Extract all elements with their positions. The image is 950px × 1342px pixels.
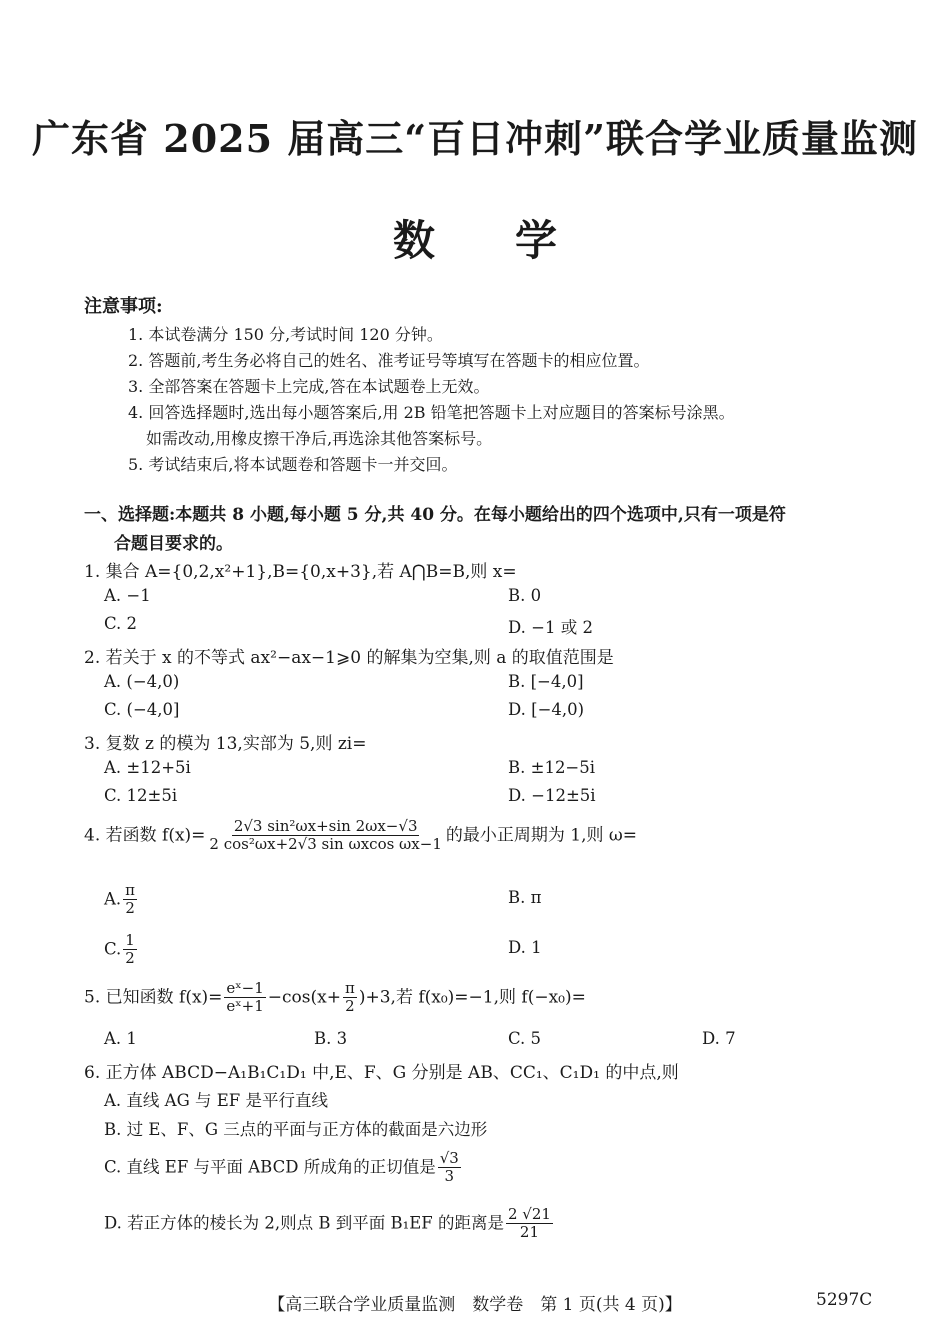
page-footer: 【高三联合学业质量监测 数学卷 第 1 页(共 4 页)】	[268, 1295, 682, 1315]
question-2-stem: 2. 若关于 x 的不等式 ax²−ax−1⩾0 的解集为空集,则 a 的取值范围是	[84, 648, 614, 668]
question-3-stem: 3. 复数 z 的模为 13,实部为 5,则 zi=	[84, 734, 367, 754]
paper-code: 5297C	[816, 1290, 873, 1310]
q4-option-c-label: C.	[104, 939, 122, 959]
q4-option-c-num: 1	[125, 931, 135, 949]
q4-denominator: 2 cos²ωx+2√3 sin ωxcos ωx−1	[209, 835, 442, 854]
q4-option-c-frac	[123, 932, 137, 968]
notice-item: 3. 全部答案在答题卡上完成,答在本试题卷上无效。	[128, 377, 490, 396]
q4-option-a-label: A.	[104, 889, 122, 909]
q4-suffix: 的最小正周期为 1,则 ω=	[445, 825, 638, 846]
q5-option-b: B. 3	[314, 1029, 348, 1048]
exam-title: 广东省 2025 届高三“百日冲刺”联合学业质量监测	[32, 116, 918, 161]
q6-option-c-den: 3	[444, 1167, 455, 1186]
section-heading-cont: 合题目要求的。	[114, 534, 233, 554]
q1-option-a: A. −1	[104, 586, 151, 605]
q1-option-c: C. 2	[104, 614, 138, 633]
q5-pi-fraction	[343, 980, 357, 1016]
q4-option-a-den: 2	[125, 899, 135, 918]
q6-option-c	[104, 1150, 463, 1186]
q6-option-d-num: 2 √21	[507, 1205, 551, 1223]
question-1-stem: 1. 集合 A={0,2,x²+1},B={0,x+3},若 A⋂B=B,则 x=	[84, 562, 517, 582]
q5-pi-num: π	[344, 979, 355, 997]
q1-option-b: B. 0	[508, 586, 542, 605]
q4-numerator: 2√3 sin²ωx+sin 2ωx−√3	[233, 817, 418, 835]
q2-option-b: B. [−4,0]	[508, 672, 584, 691]
q4-fraction	[207, 818, 443, 854]
q4-option-c	[104, 932, 139, 968]
question-6-stem: 6. 正方体 ABCD−A₁B₁C₁D₁ 中,E、F、G 分别是 AB、CC₁、C₁D₁ 的中点,则	[84, 1063, 679, 1083]
subject-title: 数学	[392, 216, 637, 265]
q6-option-a: A. 直线 AG 与 EF 是平行直线	[104, 1091, 328, 1110]
q1-option-d: D. −1 或 2	[508, 618, 593, 637]
q4-option-a-frac	[123, 882, 137, 918]
notice-item: 2. 答题前,考生务必将自己的姓名、准考证号等填写在答题卡的相应位置。	[128, 351, 650, 370]
notice-item: 5. 考试结束后,将本试题卷和答题卡一并交回。	[128, 455, 458, 474]
q5-fraction	[224, 980, 265, 1016]
q5-prefix: 5. 已知函数 f(x)=	[84, 987, 223, 1008]
q5-option-a: A. 1	[104, 1029, 137, 1048]
q6-option-c-text: C. 直线 EF 与平面 ABCD 所成角的正切值是	[104, 1157, 436, 1177]
notice-heading: 注意事项:	[84, 296, 163, 317]
q2-option-c: C. (−4,0]	[104, 700, 180, 719]
q5-option-c: C. 5	[508, 1029, 542, 1048]
q6-option-b: B. 过 E、F、G 三点的平面与正方体的截面是六边形	[104, 1120, 488, 1139]
q3-option-c: C. 12±5i	[104, 786, 178, 805]
q4-option-c-den: 2	[125, 949, 135, 968]
q4-prefix: 4. 若函数 f(x)=	[84, 825, 206, 846]
q4-option-b: B. π	[508, 888, 542, 907]
q5-option-d: D. 7	[702, 1029, 736, 1048]
q5-suffix: )+3,若 f(x₀)=−1,则 f(−x₀)=	[358, 987, 586, 1008]
q6-option-d-text: D. 若正方体的棱长为 2,则点 B 到平面 B₁EF 的距离是	[104, 1213, 504, 1233]
question-5-stem	[84, 980, 586, 1016]
q5-frac-num: eˣ−1	[226, 979, 264, 997]
q6-option-c-frac	[438, 1150, 461, 1186]
q6-option-d-den: 21	[519, 1223, 539, 1242]
q6-option-c-num: √3	[439, 1149, 459, 1167]
q5-pi-den: 2	[345, 997, 355, 1016]
q3-option-a: A. ±12+5i	[104, 758, 191, 777]
q4-option-a	[104, 882, 139, 918]
notice-item: 如需改动,用橡皮擦干净后,再选涂其他答案标号。	[146, 429, 493, 448]
q4-option-a-num: π	[125, 881, 136, 899]
section-heading: 一、选择题:本题共 8 小题,每小题 5 分,共 40 分。在每小题给出的四个选项中,只有一项是符	[84, 505, 786, 525]
q4-option-d: D. 1	[508, 938, 542, 957]
question-4-stem	[84, 818, 637, 854]
q6-option-d	[104, 1206, 555, 1242]
q3-option-b: B. ±12−5i	[508, 758, 596, 777]
q2-option-a: A. (−4,0)	[104, 672, 180, 691]
notice-item: 4. 回答选择题时,选出每小题答案后,用 2B 铅笔把答题卡上对应题目的答案标号涂黑。	[128, 403, 735, 422]
notice-item: 1. 本试卷满分 150 分,考试时间 120 分钟。	[128, 325, 443, 344]
q6-option-d-frac	[506, 1206, 553, 1242]
q3-option-d: D. −12±5i	[508, 786, 596, 805]
q5-mid: −cos(x+	[267, 987, 341, 1008]
q2-option-d: D. [−4,0)	[508, 700, 585, 719]
q5-frac-den: eˣ+1	[226, 997, 264, 1016]
